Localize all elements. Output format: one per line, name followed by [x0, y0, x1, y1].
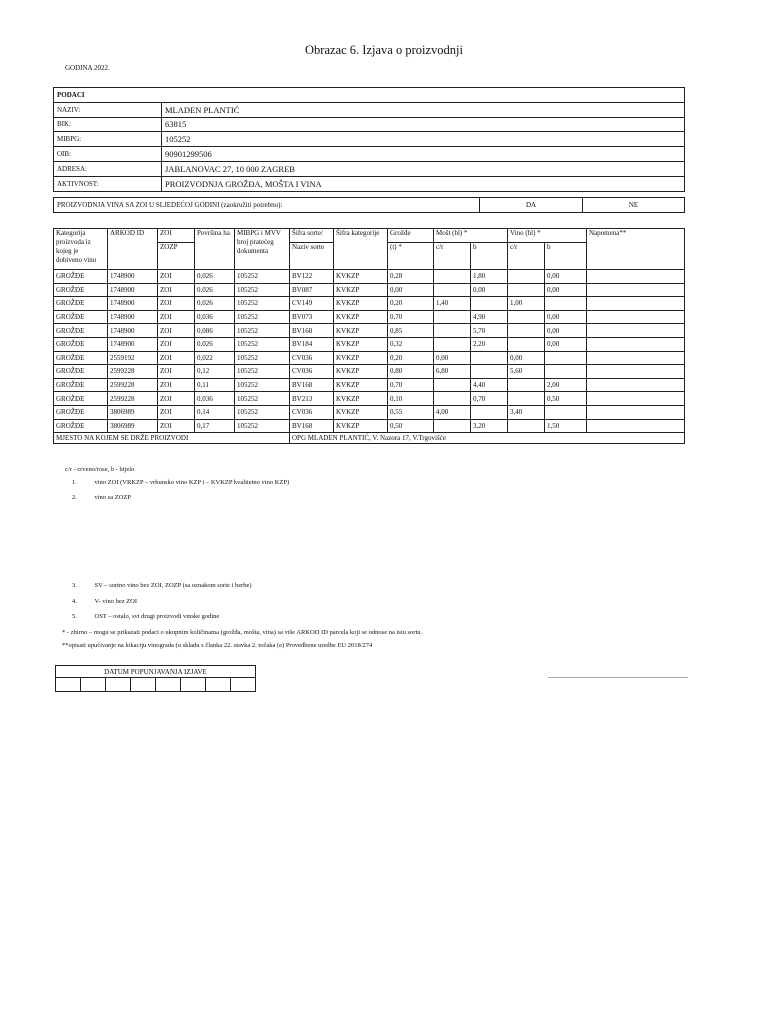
cell-grozde: 0,10: [388, 392, 434, 406]
cell-sifra-kategorije: KVKZP: [334, 297, 388, 311]
cell-vino-b: 0,00: [545, 270, 587, 284]
note-number: 1.: [72, 479, 77, 486]
podaci-value: 90901299506: [162, 147, 685, 162]
note-text: V- vino bez ZOI: [94, 598, 138, 605]
cell-sifra-sorte: BV213: [290, 392, 334, 406]
cell-sifra-kategorije: KVKZP: [334, 283, 388, 297]
cell-kategorija: GROŽĐE: [54, 419, 108, 433]
note-text: OST – ostalo, svi drugi proizvodi vinske godine: [94, 613, 220, 620]
cell-grozde: 0,70: [388, 378, 434, 392]
note-item: [72, 494, 131, 501]
datum-cell[interactable]: [181, 678, 206, 692]
cell-vino-b: [545, 365, 587, 379]
col-mibpg: MIBPG i MVV broj pratećeg dokumenta: [235, 229, 290, 270]
podaci-value: MLADEN PLANTIĆ: [162, 102, 685, 117]
cell-zoi: ZOI: [158, 365, 195, 379]
cell-vino-cr: [508, 310, 545, 324]
cell-povrsina: 0,036: [195, 392, 235, 406]
cell-vino-cr: 3,40: [508, 405, 545, 419]
col-arkod: ARKOD ID: [108, 229, 158, 270]
cell-sifra-sorte: BV073: [290, 310, 334, 324]
podaci-row-mibpg: [54, 132, 685, 147]
cell-mibpg: 105252: [235, 324, 290, 338]
cell-zoi: ZOI: [158, 337, 195, 351]
cell-arkod: 1748900: [108, 283, 158, 297]
cell-most-cr: 0,00: [434, 351, 471, 365]
cell-most-b: 0,00: [471, 283, 508, 297]
cell-zoi: ZOI: [158, 392, 195, 406]
cell-most-cr: [434, 310, 471, 324]
cell-vino-cr: [508, 419, 545, 433]
color-legend: c/r - crveno/rose, b - bijelo: [65, 466, 135, 473]
cell-most-cr: [434, 270, 471, 284]
cell-napomena: [587, 365, 685, 379]
cell-sifra-sorte: BV168: [290, 324, 334, 338]
cell-povrsina: 0,11: [195, 378, 235, 392]
cell-kategorija: GROŽĐE: [54, 351, 108, 365]
col-napomena: Napomena**: [587, 229, 685, 270]
datum-cell[interactable]: [106, 678, 131, 692]
cell-sifra-kategorije: KVKZP: [334, 392, 388, 406]
cell-zoi: ZOI: [158, 419, 195, 433]
cell-povrsina: 0,12: [195, 365, 235, 379]
signature-line[interactable]: [548, 677, 688, 678]
cell-sifra-kategorije: KVKZP: [334, 324, 388, 338]
datum-cell[interactable]: [131, 678, 156, 692]
datum-cell[interactable]: [156, 678, 181, 692]
table-row: [54, 378, 685, 392]
cell-povrsina: 0,026: [195, 270, 235, 284]
note-text: SV – sortno vino bez ZOI, ZOZP (sa oznakom sorte i berbe): [94, 582, 252, 589]
datum-cell[interactable]: [81, 678, 106, 692]
cell-kategorija: GROŽĐE: [54, 270, 108, 284]
table-row: [54, 270, 685, 284]
note-text: vino sa ZOZP: [94, 494, 131, 501]
cell-most-b: [471, 297, 508, 311]
cell-grozde: 0,50: [388, 419, 434, 433]
cell-napomena: [587, 405, 685, 419]
cell-zoi: ZOI: [158, 405, 195, 419]
cell-arkod: 3806989: [108, 419, 158, 433]
note-text: vino ZOI (VRKZP – vrhunsko vino KZP i – KVKZP kvalitetno vino KZP): [94, 479, 290, 486]
cell-sifra-kategorije: KVKZP: [334, 351, 388, 365]
cell-sifra-kategorije: KVKZP: [334, 337, 388, 351]
podaci-label: AKTIVNOST:: [54, 176, 162, 191]
col-sifra-kategorije: Šifra kategorije: [334, 229, 388, 270]
cell-sifra-sorte: BV184: [290, 337, 334, 351]
cell-kategorija: GROŽĐE: [54, 324, 108, 338]
form-title: Obrazac 6. Izjava o proizvodnji: [305, 43, 463, 57]
cell-vino-b: [545, 405, 587, 419]
podaci-header: PODACI: [54, 88, 685, 103]
col-grozde-unit: (t) *: [388, 243, 434, 270]
cell-most-cr: 4,00: [434, 405, 471, 419]
table-row: [54, 351, 685, 365]
cell-grozde: 0,70: [388, 310, 434, 324]
cell-povrsina: 0,086: [195, 324, 235, 338]
podaci-label: MIBPG:: [54, 132, 162, 147]
cell-kategorija: GROŽĐE: [54, 365, 108, 379]
col-grozde: Grožđe: [388, 229, 434, 243]
cell-vino-b: 0,50: [545, 392, 587, 406]
cell-vino-b: [545, 351, 587, 365]
datum-cell[interactable]: [231, 678, 256, 692]
col-kategorija: Kategorija proizvoda iz kojeg je dobiveno vino: [54, 229, 108, 270]
cell-sifra-sorte: CV149: [290, 297, 334, 311]
col-zozp: ZOZP: [158, 243, 195, 270]
cell-most-cr: [434, 283, 471, 297]
cell-grozde: 0,00: [388, 283, 434, 297]
cell-most-b: 3,20: [471, 419, 508, 433]
cell-sifra-sorte: BV122: [290, 270, 334, 284]
podaci-label: ADRESA:: [54, 161, 162, 176]
cell-napomena: [587, 324, 685, 338]
cell-zoi: ZOI: [158, 351, 195, 365]
cell-povrsina: 0,036: [195, 310, 235, 324]
cell-arkod: 2599228: [108, 378, 158, 392]
podaci-table: [53, 87, 685, 192]
cell-vino-cr: [508, 392, 545, 406]
cell-vino-cr: 0,00: [508, 351, 545, 365]
col-zoi: ZOI: [158, 229, 195, 243]
col-vino: Vino (hl) *: [508, 229, 587, 243]
note-number: 5.: [72, 613, 77, 620]
cell-mibpg: 105252: [235, 351, 290, 365]
cell-kategorija: GROŽĐE: [54, 337, 108, 351]
cell-vino-b: 0,00: [545, 283, 587, 297]
table-row: [54, 283, 685, 297]
table-header-row: [54, 229, 685, 243]
cell-vino-cr: [508, 378, 545, 392]
cell-kategorija: GROŽĐE: [54, 283, 108, 297]
cell-mibpg: 105252: [235, 365, 290, 379]
cell-arkod: 1748900: [108, 310, 158, 324]
table-row: [54, 365, 685, 379]
cell-sifra-sorte: BV087: [290, 283, 334, 297]
cell-zoi: ZOI: [158, 283, 195, 297]
cell-arkod: 1748900: [108, 337, 158, 351]
cell-napomena: [587, 378, 685, 392]
cell-vino-b: 0,00: [545, 310, 587, 324]
cell-sifra-sorte: BV168: [290, 378, 334, 392]
cell-napomena: [587, 351, 685, 365]
table-row: [54, 297, 685, 311]
cell-mibpg: 105252: [235, 270, 290, 284]
cell-arkod: 2559192: [108, 351, 158, 365]
year-label: GODINA 2022.: [65, 64, 110, 72]
cell-most-cr: [434, 392, 471, 406]
col-most: Mošt (hl) *: [434, 229, 508, 243]
col-sifra-sorte: Šifra sorte/: [290, 229, 334, 243]
table-row: [54, 405, 685, 419]
note-item: [72, 582, 252, 589]
cell-sifra-kategorije: KVKZP: [334, 270, 388, 284]
table-row: [54, 337, 685, 351]
cell-grozde: 0,85: [388, 324, 434, 338]
cell-arkod: 1748900: [108, 270, 158, 284]
cell-vino-b: 0,00: [545, 324, 587, 338]
cell-vino-cr: [508, 337, 545, 351]
cell-zoi: ZOI: [158, 378, 195, 392]
cell-most-b: [471, 365, 508, 379]
table-row: [54, 310, 685, 324]
location-value: OPG MLADEN PLANTIĆ, V. Nazora 17, V.Trgovišće: [290, 433, 685, 444]
cell-grozde: 0,28: [388, 270, 434, 284]
production-table: [53, 228, 685, 444]
podaci-label: NAZIV:: [54, 102, 162, 117]
col-vino-cr: c/r: [508, 243, 545, 270]
col-most-cr: c/r: [434, 243, 471, 270]
datum-cell[interactable]: [56, 678, 81, 692]
cell-most-b: 2,20: [471, 337, 508, 351]
cell-sifra-kategorije: KVKZP: [334, 419, 388, 433]
podaci-row-naziv: [54, 102, 685, 117]
cell-vino-b: 2,00: [545, 378, 587, 392]
cell-most-b: 4,90: [471, 310, 508, 324]
cell-vino-cr: 1,00: [508, 297, 545, 311]
note-number: 3.: [72, 582, 77, 589]
footnote-lokacija: **opisati upućivanje na lokaciju vinograda (u skladu s člankа 22. stavka 2. točaka (e) Provedbene uredbe EU 2018/274: [62, 642, 373, 649]
cell-vino-cr: [508, 324, 545, 338]
col-vino-b: b: [545, 243, 587, 270]
cell-kategorija: GROŽĐE: [54, 310, 108, 324]
cell-zoi: ZOI: [158, 297, 195, 311]
table-row: [54, 324, 685, 338]
podaci-row-adresa: [54, 161, 685, 176]
cell-most-cr: [434, 378, 471, 392]
cell-kategorija: GROŽĐE: [54, 405, 108, 419]
cell-arkod: 2599228: [108, 365, 158, 379]
cell-povrsina: 0,026: [195, 283, 235, 297]
datum-cell[interactable]: [206, 678, 231, 692]
cell-mibpg: 105252: [235, 419, 290, 433]
production-question-table: [53, 197, 685, 213]
podaci-value: PROIZVODNJA GROŽĐA, MOŠTA I VINA: [162, 176, 685, 191]
cell-kategorija: GROŽĐE: [54, 297, 108, 311]
cell-sifra-sorte: CV036: [290, 351, 334, 365]
cell-grozde: 0,80: [388, 365, 434, 379]
cell-grozde: 0,55: [388, 405, 434, 419]
note-item: [72, 613, 219, 620]
cell-most-cr: [434, 337, 471, 351]
cell-mibpg: 105252: [235, 283, 290, 297]
table-row: [54, 392, 685, 406]
cell-vino-b: [545, 297, 587, 311]
cell-most-b: 4,40: [471, 378, 508, 392]
cell-most-b: 0,70: [471, 392, 508, 406]
cell-mibpg: 105252: [235, 392, 290, 406]
cell-napomena: [587, 270, 685, 284]
cell-povrsina: 0,022: [195, 351, 235, 365]
podaci-row-aktivnost: [54, 176, 685, 191]
cell-vino-cr: [508, 270, 545, 284]
cell-arkod: 2599228: [108, 392, 158, 406]
production-question: PROIZVODNJA VINA SA ZOI U SLJEDEĆOJ GODINI (zaokružiti potrebno):: [54, 198, 480, 213]
cell-mibpg: 105252: [235, 310, 290, 324]
podaci-label: OIB:: [54, 147, 162, 162]
note-item: [72, 479, 289, 486]
location-label: MJESTO NA KOJEM SE DRŽE PROIZVODI: [54, 433, 290, 444]
cell-zoi: ZOI: [158, 310, 195, 324]
cell-most-cr: 1,40: [434, 297, 471, 311]
cell-zoi: ZOI: [158, 324, 195, 338]
cell-sifra-kategorije: KVKZP: [334, 378, 388, 392]
cell-zoi: ZOI: [158, 270, 195, 284]
podaci-row-bik: [54, 117, 685, 132]
yes-option[interactable]: DA: [480, 198, 583, 213]
cell-vino-cr: 5,60: [508, 365, 545, 379]
cell-most-b: [471, 405, 508, 419]
podaci-label: BIK:: [54, 117, 162, 132]
cell-kategorija: GROŽĐE: [54, 392, 108, 406]
cell-most-b: 1,80: [471, 270, 508, 284]
datum-table: [55, 665, 256, 692]
cell-povrsina: 0,026: [195, 297, 235, 311]
cell-napomena: [587, 283, 685, 297]
col-naziv-sorte: Naziv sorte: [290, 243, 334, 270]
cell-sifra-sorte: CV036: [290, 365, 334, 379]
cell-sifra-kategorije: KVKZP: [334, 365, 388, 379]
cell-sifra-sorte: BV168: [290, 419, 334, 433]
cell-most-cr: 6,80: [434, 365, 471, 379]
note-number: 4.: [72, 598, 77, 605]
location-row: [54, 433, 685, 444]
cell-grozde: 0,20: [388, 297, 434, 311]
cell-arkod: 1748900: [108, 324, 158, 338]
no-option[interactable]: NE: [583, 198, 685, 213]
col-povrsina: Površina ha: [195, 229, 235, 270]
podaci-row-oib: [54, 147, 685, 162]
table-row: [54, 419, 685, 433]
cell-napomena: [587, 337, 685, 351]
cell-mibpg: 105252: [235, 297, 290, 311]
podaci-value: 63815: [162, 117, 685, 132]
cell-vino-b: 1,50: [545, 419, 587, 433]
podaci-value: JABLANOVAC 27, 10 000 ZAGREB: [162, 161, 685, 176]
cell-sifra-sorte: CV036: [290, 405, 334, 419]
footnote-zbirno: * - zbirno – mogu se prikazati podaci o ukupnim količinama (grožđa, mošta, vina) sa više ARKOD ID parcela koji se odnose na istu sortu.: [62, 629, 423, 636]
podaci-value: 105252: [162, 132, 685, 147]
cell-arkod: 1748900: [108, 297, 158, 311]
cell-grozde: 0,20: [388, 351, 434, 365]
cell-povrsina: 0,026: [195, 337, 235, 351]
cell-most-cr: [434, 324, 471, 338]
cell-sifra-kategorije: KVKZP: [334, 310, 388, 324]
cell-grozde: 0,32: [388, 337, 434, 351]
cell-napomena: [587, 310, 685, 324]
cell-most-cr: [434, 419, 471, 433]
cell-vino-cr: [508, 283, 545, 297]
cell-kategorija: GROŽĐE: [54, 378, 108, 392]
cell-napomena: [587, 392, 685, 406]
cell-mibpg: 105252: [235, 337, 290, 351]
cell-mibpg: 105252: [235, 378, 290, 392]
cell-vino-b: 0,00: [545, 337, 587, 351]
note-item: [72, 598, 137, 605]
cell-povrsina: 0,14: [195, 405, 235, 419]
cell-arkod: 3806989: [108, 405, 158, 419]
cell-most-b: [471, 351, 508, 365]
col-most-b: b: [471, 243, 508, 270]
cell-most-b: 5,70: [471, 324, 508, 338]
cell-napomena: [587, 419, 685, 433]
cell-povrsina: 0,17: [195, 419, 235, 433]
datum-label: DATUM POPUNJAVANJA IZJAVE: [56, 666, 256, 678]
note-number: 2.: [72, 494, 77, 501]
cell-mibpg: 105252: [235, 405, 290, 419]
cell-sifra-kategorije: KVKZP: [334, 405, 388, 419]
cell-napomena: [587, 297, 685, 311]
